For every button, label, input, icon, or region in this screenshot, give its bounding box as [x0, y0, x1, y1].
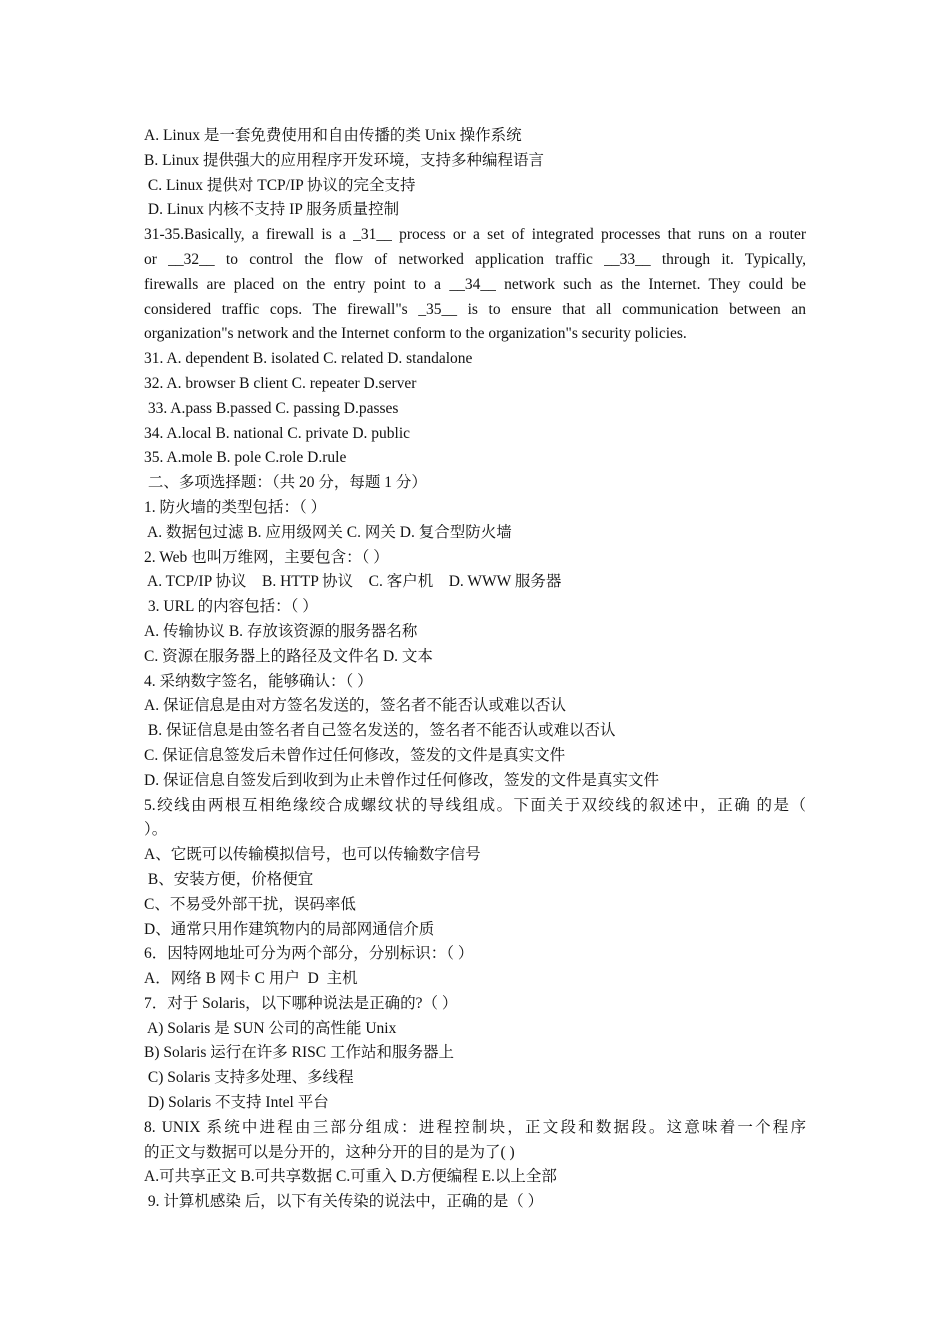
option-line: A．网络 B 网卡 C 用户 D 主机: [144, 970, 358, 988]
question-line: 3. URL 的内容包括：（ ）: [144, 598, 318, 616]
question-line: 1. 防火墙的类型包括：（ ）: [144, 498, 327, 516]
firewall-passage: [144, 223, 806, 347]
option-line: C) Solaris 支持多处理、多线程: [144, 1069, 354, 1087]
option-line: A. 保证信息是由对方签名发送的，签名者不能否认或难以否认: [144, 697, 566, 715]
question-line: 32. A. browser B client C. repeater D.server: [144, 374, 417, 392]
option-line: D. 保证信息自签发后到收到为止未曾作过任何修改，签发的文件是真实文件: [144, 771, 659, 789]
question-line: 2. Web 也叫万维网，主要包含：（ ）: [144, 548, 389, 566]
option-line: B) Solaris 运行在许多 RISC 工作站和服务器上: [144, 1044, 455, 1062]
option-line: C. 资源在服务器上的路径及文件名 D. 文本: [144, 647, 433, 665]
passage-line: firewalls are placed on the entry point to a __34__ network such as the Internet. They could be: [144, 275, 806, 293]
passage-line: or __32__ to control the flow of networked application traffic __33__ through it. Typically,: [144, 250, 806, 268]
option-line: A. 数据包过滤 B. 应用级网关 C. 网关 D. 复合型防火墙: [144, 523, 512, 541]
passage-line: organization"s network and the Internet conform to the organization"s security policies.: [144, 325, 687, 343]
option-line: B. Linux 提供强大的应用程序开发环境，支持多种编程语言: [144, 151, 544, 169]
option-line: D. Linux 内核不支持 IP 服务质量控制: [144, 201, 400, 219]
option-line: B、安装方便，价格便宜: [144, 870, 314, 888]
option-line: A. 传输协议 B. 存放该资源的服务器名称: [144, 622, 418, 640]
option-line: C、不易受外部干扰，误码率低: [144, 895, 356, 913]
option-line: A) Solaris 是 SUN 公司的高性能 Unix: [144, 1019, 397, 1037]
option-line: C. 保证信息签发后未曾作过任何修改，签发的文件是真实文件: [144, 746, 566, 764]
question-line: 35. A.mole B. pole C.role D.rule: [144, 449, 347, 467]
option-line: A、它既可以传输模拟信号，也可以传输数字信号: [144, 846, 481, 864]
question-line: 9. 计算机感染 后，以下有关传染的说法中，正确的是（ ）: [144, 1193, 544, 1211]
question-line: 31. A. dependent B. isolated C. related D. standalone: [144, 350, 473, 368]
question-5-paragraph: [144, 794, 806, 844]
question-line: 4. 采纳数字签名，能够确认：（ ）: [144, 672, 373, 690]
question-line: 5.绞线由两根互相绝缘绞合成螺纹状的导线组成。下面关于双绞线的叙述中，正确 的是（: [144, 796, 806, 814]
section-heading: 二、多项选择题：（共 20 分，每题 1 分）: [144, 474, 427, 492]
question-line: 7．对于 Solaris，以下哪种说法是正确的?（ ）: [144, 994, 458, 1012]
document-body: [144, 124, 806, 1215]
question-line: 34. A.local B. national C. private D. public: [144, 424, 411, 442]
question-line: 8. UNIX 系统中进程由三部分组成：进程控制块，正文段和数据段。这意味着一个程序: [144, 1118, 806, 1136]
passage-line: considered traffic cops. The firewall"s _35__ is to ensure that all communication between an: [144, 300, 806, 318]
option-line: A. TCP/IP 协议 B. HTTP 协议 C. 客户机 D. WWW 服务器: [144, 573, 562, 591]
question-line: 33. A.pass B.passed C. passing D.passes: [144, 399, 399, 417]
option-line: C. Linux 提供对 TCP/IP 协议的完全支持: [144, 176, 416, 194]
option-line: A.可共享正文 B.可共享数据 C.可重入 D.方便编程 E.以上全部: [144, 1168, 557, 1186]
option-line: A. Linux 是一套免费使用和自由传播的类 Unix 操作系统: [144, 127, 522, 144]
option-line: D、通常只用作建筑物内的局部网通信介质: [144, 920, 435, 938]
question-line: ）。: [144, 821, 168, 839]
option-line: B. 保证信息是由签名者自己签名发送的，签名者不能否认或难以否认: [144, 722, 616, 740]
question-line: 的正文与数据可以是分开的，这种分开的目的是为了( ): [144, 1143, 515, 1161]
option-line: D) Solaris 不支持 Intel 平台: [144, 1094, 329, 1112]
question-8-paragraph: [144, 1116, 806, 1166]
question-line: 6．因特网地址可分为两个部分，分别标识：（ ）: [144, 945, 474, 963]
passage-line: 31-35.Basically, a firewall is a _31__ process or a set of integrated processes that runs on a router: [144, 226, 806, 244]
